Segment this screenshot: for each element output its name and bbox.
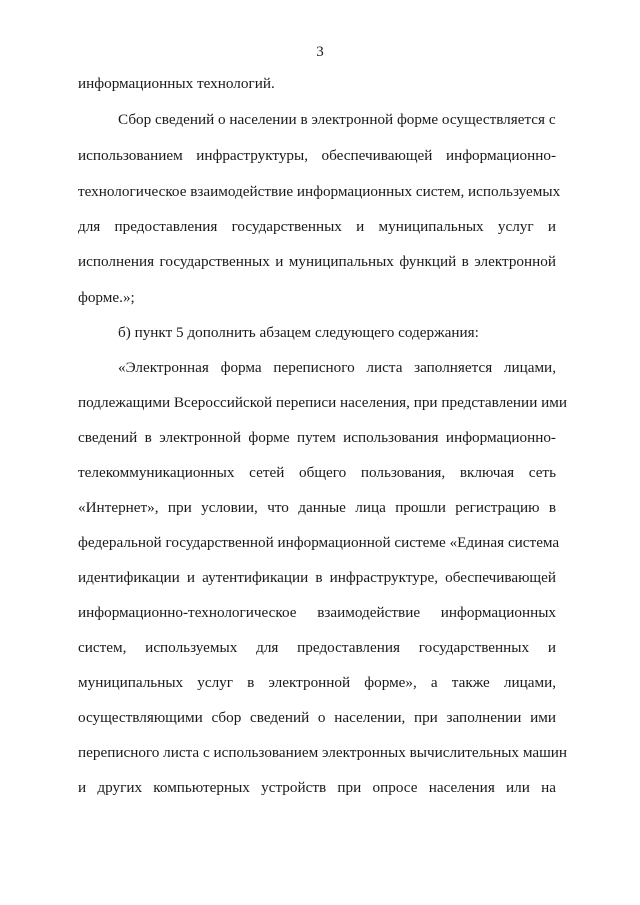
text-line: осуществляющими сбор сведений о населении, при заполнении ими bbox=[78, 709, 556, 726]
text-line: идентификации и аутентификации в инфраструктуре, обеспечивающей bbox=[78, 569, 556, 586]
text-line: информационно-технологическое взаимодействие информационных bbox=[78, 604, 556, 621]
text-line: подлежащими Всероссийской переписи населения, при представлении ими bbox=[78, 394, 567, 411]
text-line: Сбор сведений о населении в электронной форме осуществляется с bbox=[118, 111, 556, 128]
text-line: технологическое взаимодействие информационных систем, используемых bbox=[78, 183, 561, 200]
text-line: сведений в электронной форме путем использования информационно- bbox=[78, 429, 556, 446]
text-line: муниципальных услуг в электронной форме», а также лицами, bbox=[78, 674, 556, 691]
text-line: использованием инфраструктуры, обеспечивающей информационно- bbox=[78, 147, 556, 164]
text-line: телекоммуникационных сетей общего пользования, включая сеть bbox=[78, 464, 556, 481]
page-number: 3 bbox=[316, 44, 324, 60]
text-line: «Интернет», при условии, что данные лица прошли регистрацию в bbox=[78, 499, 556, 516]
text-line: переписного листа с использованием электронных вычислительных машин bbox=[78, 744, 568, 761]
text-line: информационных технологий. bbox=[78, 75, 275, 92]
text-line: систем, используемых для предоставления государственных и bbox=[78, 639, 556, 656]
text-line: для предоставления государственных и муниципальных услуг и bbox=[78, 218, 556, 235]
text-line: федеральной государственной информационной системе «Единая система bbox=[78, 534, 560, 551]
text-line: б) пункт 5 дополнить абзацем следующего содержания: bbox=[118, 324, 479, 341]
text-line: форме.»; bbox=[78, 289, 135, 306]
text-line: «Электронная форма переписного листа заполняется лицами, bbox=[118, 359, 556, 376]
text-line: и других компьютерных устройств при опросе населения или на bbox=[78, 779, 556, 796]
text-line: исполнения государственных и муниципальных функций в электронной bbox=[78, 253, 556, 270]
